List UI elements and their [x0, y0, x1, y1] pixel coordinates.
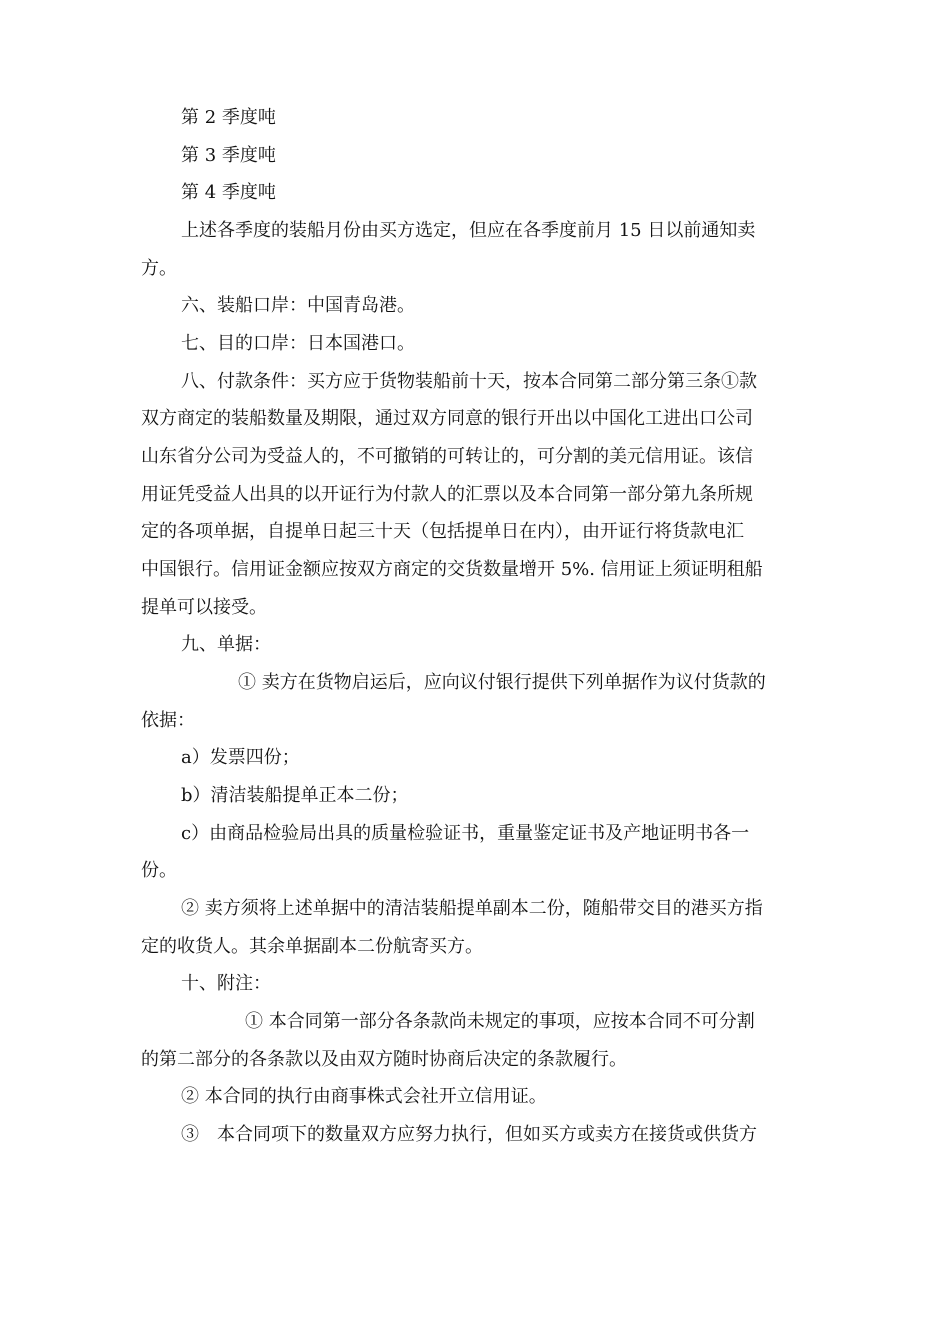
clause-9-item-2: ② 卖方须将上述单据中的清洁装船提单副本二份，随船带交目的港买方指: [181, 898, 763, 919]
clause-9-documents: 九、单据：: [181, 634, 271, 655]
clause-8-payment-terms: 八、付款条件：买方应于货物装船前十天，按本合同第二部分第三条①款: [181, 371, 757, 392]
clause-10-remarks: 十、附注：: [181, 973, 271, 994]
remark-1: ① 本合同第一部分各条款尚未规定的事项，应按本合同不可分割: [245, 1011, 755, 1032]
clause-8-line-7: 提单可以接受。: [141, 597, 267, 618]
line-q3: 第 3 季度吨: [181, 145, 276, 166]
clause-9-item-2-cont: 定的收货人。其余单据副本二份航寄买方。: [141, 936, 483, 957]
line-shipment-month-cont: 方。: [141, 258, 177, 279]
remark-3: ③ 本合同项下的数量双方应努力执行，但如买方或卖方在接货或供货方: [181, 1124, 757, 1145]
clause-9-item-1: ① 卖方在货物启运后，应向议付银行提供下列单据作为议付货款的: [238, 672, 766, 693]
line-q2: 第 2 季度吨: [181, 107, 276, 128]
clause-8-line-2: 双方商定的装船数量及期限，通过双方同意的银行开出以中国化工进出口公司: [141, 408, 753, 429]
line-q4: 第 4 季度吨: [181, 182, 276, 203]
clause-6-loading-port: 六、装船口岸：中国青岛港。: [181, 295, 415, 316]
doc-invoice: a）发票四份；: [181, 747, 300, 768]
clause-8-line-6: 中国银行。信用证金额应按双方商定的交货数量增开 5%. 信用证上须证明租船: [141, 559, 763, 580]
remark-1-cont: 的第二部分的各条款以及由双方随时协商后决定的条款履行。: [141, 1049, 627, 1070]
clause-7-destination-port: 七、目的口岸：日本国港口。: [181, 333, 415, 354]
clause-8-line-3: 山东省分公司为受益人的，不可撤销的可转让的，可分割的美元信用证。该信: [141, 446, 753, 467]
clause-8-line-5: 定的各项单据，自提单日起三十天（包括提单日在内），由开证行将货款电汇: [141, 521, 744, 542]
line-shipment-month: 上述各季度的装船月份由买方选定，但应在各季度前月 15 日以前通知卖: [181, 220, 756, 241]
remark-2: ② 本合同的执行由商事株式会社开立信用证。: [181, 1086, 547, 1107]
doc-certificates-cont: 份。: [141, 860, 177, 881]
doc-certificates: c）由商品检验局出具的质量检验证书，重量鉴定证书及产地证明书各一: [181, 823, 750, 844]
clause-9-item-1-cont: 依据：: [141, 710, 195, 731]
clause-8-line-4: 用证凭受益人出具的以开证行为付款人的汇票以及本合同第一部分第九条所规: [141, 484, 753, 505]
doc-bill-of-lading: b）清洁装船提单正本二份；: [181, 785, 409, 806]
